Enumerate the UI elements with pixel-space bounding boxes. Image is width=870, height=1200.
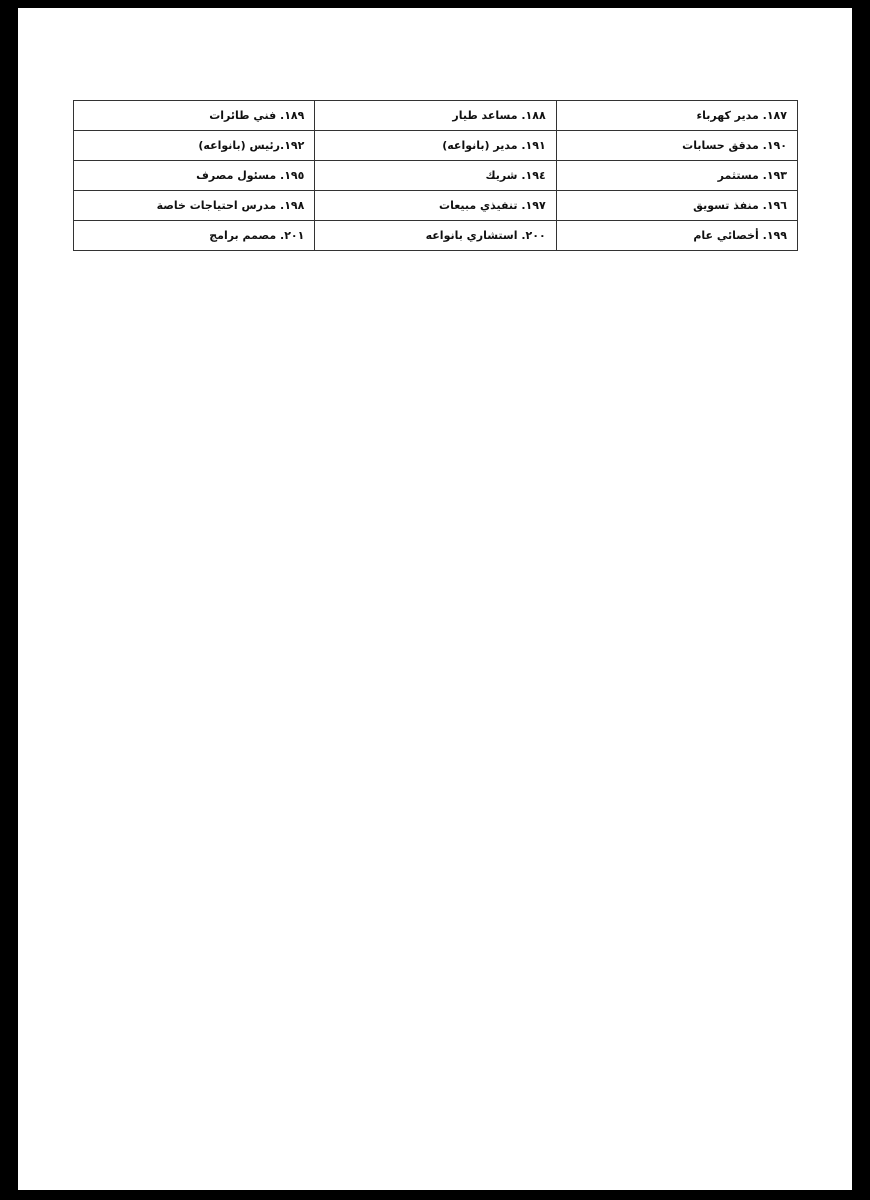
table-row [74, 161, 798, 191]
table-cell: ١٨٩. فني طائرات [74, 101, 315, 131]
occupations-table-container [73, 100, 798, 251]
table-cell: ١٩٨. مدرس احتياجات خاصة [74, 191, 315, 221]
table-cell: ٢٠١. مصمم برامج [74, 221, 315, 251]
table-cell: ١٩٥. مسئول مصرف [74, 161, 315, 191]
table-row [74, 191, 798, 221]
table-cell: ١٩٤. شريك [315, 161, 556, 191]
table-cell: ١٩٠. مدقق حسابات [556, 131, 797, 161]
table-cell: ١٨٧. مدير كهرباء [556, 101, 797, 131]
table-cell: ١٨٨. مساعد طيار [315, 101, 556, 131]
table-row [74, 131, 798, 161]
table-row [74, 221, 798, 251]
table-cell: ٢٠٠. استشاري بانواعه [315, 221, 556, 251]
document-page [18, 8, 852, 1190]
table-cell: ١٩٦. منفذ تسويق [556, 191, 797, 221]
table-cell: ١٩٩. أخصائي عام [556, 221, 797, 251]
table-row [74, 101, 798, 131]
table-cell: ١٩١. مدير (بانواعه) [315, 131, 556, 161]
occupations-table [73, 100, 798, 251]
table-cell: ١٩٣. مستثمر [556, 161, 797, 191]
table-cell: ١٩٧. تنفيذي مبيعات [315, 191, 556, 221]
table-cell: ١٩٢.رئيس (بانواعه) [74, 131, 315, 161]
